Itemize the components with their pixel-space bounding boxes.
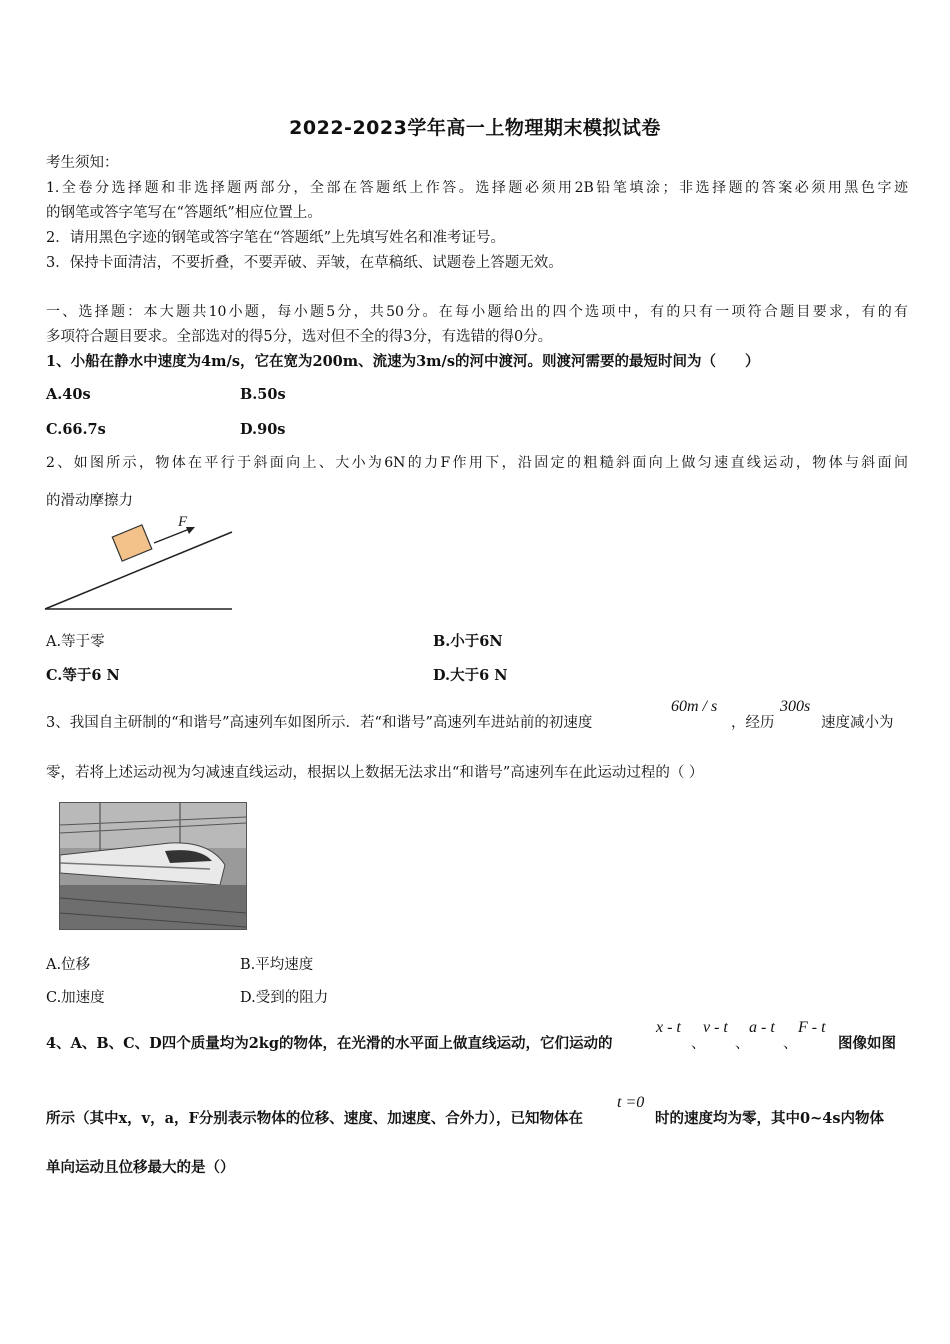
notice-item-1: 1.全卷分选择题和非选择题两部分，全部在答题纸上作答。选择题必须用2B铅笔填涂；非选择题的答案必须用黑色字迹 <box>46 180 908 196</box>
q4-sep-3: 、 <box>783 1036 798 1052</box>
force-label: F <box>178 515 188 530</box>
q4-sep-2: 、 <box>735 1036 750 1052</box>
q4-graph-ft: F - t <box>798 1019 826 1036</box>
q3-option-c: C.加速度 <box>46 990 105 1006</box>
q3-stem-part-1: 3、我国自主研制的“和谐号”高速列车如图所示．若“和谐号”高速列车进站前的初速度 <box>46 715 593 731</box>
q4-graph-xt: x - t <box>656 1019 681 1036</box>
section-intro-line-1: 一、选择题：本大题共10小题，每小题5分，共50分。在每小题给出的四个选项中，有的只有一项符合题目要求，有的有 <box>46 304 908 320</box>
q4-stem-part-2: 图像如图 <box>838 1035 896 1052</box>
q2-stem-line-1: 2、如图所示，物体在平行于斜面向上、大小为6N的力F作用下，沿固定的粗糙斜面向上做匀速直线运动，物体与斜面间 <box>46 455 908 471</box>
notice-item-1-cont: 的钢笔或答字笔写在“答题纸”相应位置上。 <box>46 205 322 221</box>
q4-graph-vt: v - t <box>703 1019 728 1036</box>
train-photo <box>59 802 247 930</box>
notice-item-3: 3．保持卡面清洁，不要折叠，不要弄破、弄皱，在草稿纸、试题卷上答题无效。 <box>46 255 563 271</box>
force-arrow <box>154 528 192 543</box>
q3-option-b: B.平均速度 <box>240 957 314 973</box>
q3-initial-speed: 60m / s <box>671 698 718 715</box>
q2-option-d: D.大于6 N <box>433 667 508 684</box>
section-intro-line-2: 多项符合题目要求。全部选对的得5分，选对但不全的得3分，有选错的得0分。 <box>46 329 553 345</box>
notice-heading: 考生须知： <box>46 155 119 171</box>
q1-option-c: C.66.7s <box>46 421 106 438</box>
q1-option-a: A.40s <box>46 386 91 403</box>
q4-stem-line-2a: 所示（其中x，v，a，F分别表示物体的位移、速度、加速度、合外力），已知物体在 <box>46 1110 584 1127</box>
q1-option-d: D.90s <box>240 421 286 438</box>
page-title: 2022-2023学年高一上物理期末模拟试卷 <box>289 117 661 139</box>
incline-diagram <box>42 515 242 615</box>
q4-sep-1: 、 <box>691 1036 706 1052</box>
q3-stem-line-2: 零，若将上述运动视为匀减速直线运动，根据以上数据无法求出“和谐号”高速列车在此运动过程的（ ） <box>46 765 704 781</box>
notice-item-2: 2．请用黑色字迹的钢笔或答字笔在“答题纸”上先填写姓名和准考证号。 <box>46 230 506 246</box>
q3-stem-part-2: ，经历 <box>731 715 775 731</box>
q2-option-c: C.等于6 N <box>46 667 120 684</box>
block-on-incline <box>112 525 151 561</box>
q4-stem-part-1: 4、A、B、C、D四个质量均为2kg的物体，在光滑的水平面上做直线运动，它们运动的 <box>46 1035 613 1052</box>
q3-duration: 300s <box>780 698 811 715</box>
q2-option-b: B.小于6N <box>433 633 503 650</box>
q4-time-zero: t =0 <box>617 1094 645 1111</box>
q2-stem-line-2: 的滑动摩擦力 <box>46 493 133 509</box>
q2-option-a: A.等于零 <box>46 634 105 650</box>
q4-stem-line-3: 单向运动且位移最大的是（） <box>46 1159 235 1176</box>
q1-option-b: B.50s <box>240 386 286 403</box>
q4-graph-at: a - t <box>749 1019 775 1036</box>
q3-option-d: D.受到的阻力 <box>240 990 329 1006</box>
q4-stem-line-2b: 时的速度均为零，其中0~4s内物体 <box>655 1110 884 1127</box>
q1-stem: 1、小船在静水中速度为4m/s，它在宽为200m、流速为3m/s的河中渡河。则渡河需要的最短时间为（ ） <box>46 353 760 370</box>
q3-stem-part-3: 速度减小为 <box>821 715 894 731</box>
q3-option-a: A.位移 <box>46 957 91 973</box>
